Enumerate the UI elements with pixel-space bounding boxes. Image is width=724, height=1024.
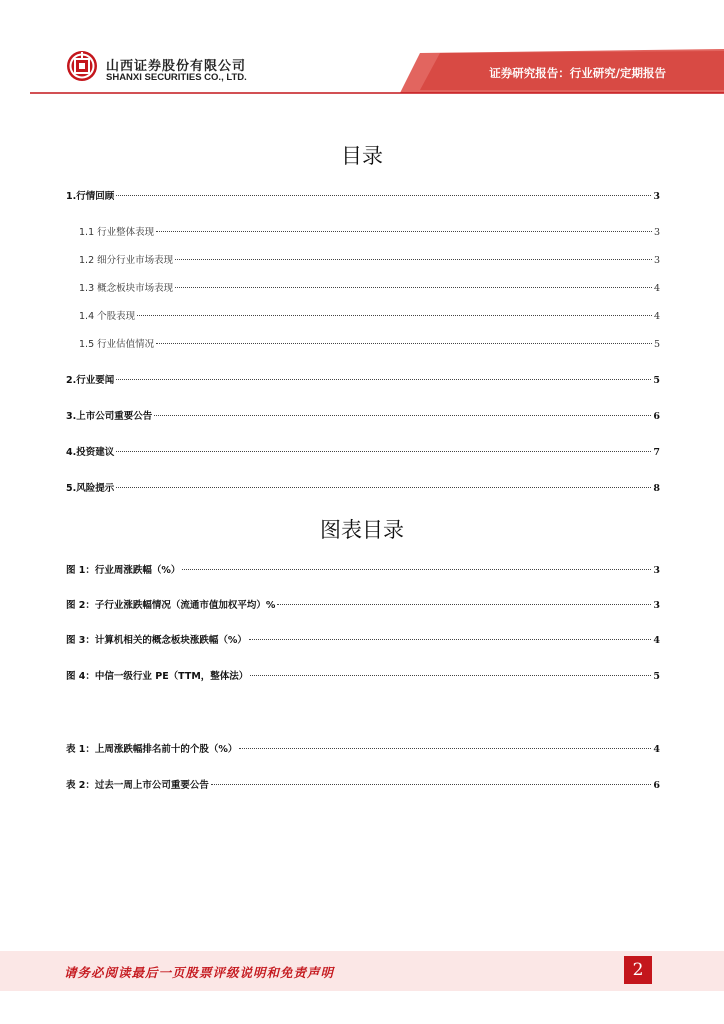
figure-item[interactable] [66, 597, 660, 611]
company-name-cn: 山西证券股份有限公司 [106, 59, 247, 74]
figure-item-page: 5 [653, 671, 660, 682]
toc-item-page: 8 [653, 483, 660, 494]
toc-leader-dots [175, 259, 652, 260]
toc-item-page: 7 [653, 447, 660, 458]
table-item-page: 6 [653, 780, 660, 791]
table-item[interactable] [66, 741, 660, 755]
figure-item-label: 图 4：中信一级行业 PE（TTM，整体法） [66, 671, 249, 682]
toc-item-label: 1.1 行业整体表现 [79, 227, 155, 238]
figure-item-label: 图 1：行业周涨跌幅（%） [66, 565, 181, 576]
toc-item-page: 3 [653, 191, 660, 202]
toc-leader-dots [182, 569, 651, 570]
toc-item[interactable] [66, 408, 660, 422]
report-type-label: 证券研究报告：行业研究/定期报告 [489, 66, 666, 80]
figure-item[interactable] [66, 562, 660, 576]
toc-item[interactable] [79, 224, 660, 238]
toc-item-label: 1.4 个股表现 [79, 311, 136, 322]
table-item-label: 表 2：过去一周上市公司重要公告 [66, 780, 209, 791]
footer-disclaimer: 请务必阅读最后一页股票评级说明和免责声明 [64, 965, 335, 980]
toc-item-label: 1.2 细分行业市场表现 [79, 255, 174, 266]
toc-leader-dots [137, 315, 652, 316]
toc-item-page: 3 [653, 227, 660, 238]
table-item-label: 表 1：上周涨跌幅排名前十的个股（%） [66, 744, 238, 755]
figure-item[interactable] [66, 632, 660, 646]
toc-item[interactable] [79, 252, 660, 266]
toc-item-page: 4 [653, 283, 660, 294]
header-banner [0, 0, 724, 100]
toc-leader-dots [116, 487, 651, 488]
figure-item-page: 3 [653, 600, 660, 611]
toc-item-label: 1.3 概念板块市场表现 [79, 283, 174, 294]
table-item-page: 4 [653, 744, 660, 755]
toc-leader-dots [249, 639, 651, 640]
toc-item-page: 3 [653, 255, 660, 266]
toc-leader-dots [239, 748, 651, 749]
toc-item-label: 1.5 行业估值情况 [79, 339, 155, 350]
company-logo-icon [66, 50, 98, 82]
toc-item[interactable] [79, 308, 660, 322]
toc-leader-dots [211, 784, 651, 785]
toc-item-label: 5.风险提示 [66, 483, 115, 494]
toc-leader-dots [250, 675, 651, 676]
toc-item[interactable] [66, 372, 660, 386]
toc-item-page: 6 [653, 411, 660, 422]
toc-item-label: 1.行情回顾 [66, 191, 115, 202]
toc-item[interactable] [66, 480, 660, 494]
figure-item-page: 4 [653, 635, 660, 646]
toc-item-page: 5 [653, 339, 660, 350]
toc-leader-dots [277, 604, 651, 605]
toc-item[interactable] [66, 444, 660, 458]
toc-item-label: 4.投资建议 [66, 447, 115, 458]
page-number: 2 [624, 956, 652, 984]
toc-item[interactable] [66, 188, 660, 202]
page-header [0, 0, 724, 100]
figures-title: 图表目录 [320, 518, 404, 542]
toc-item-label: 2.行业要闻 [66, 375, 115, 386]
toc-leader-dots [116, 195, 651, 196]
toc-item[interactable] [79, 280, 660, 294]
toc-leader-dots [175, 287, 652, 288]
toc-title: 目录 [341, 144, 383, 168]
toc-item-page: 5 [653, 375, 660, 386]
toc-item-page: 4 [653, 311, 660, 322]
figure-item-label: 图 2：子行业涨跌幅情况（流通市值加权平均）% [66, 600, 276, 611]
toc-item-label: 3.上市公司重要公告 [66, 411, 153, 422]
toc-leader-dots [156, 343, 652, 344]
toc-leader-dots [116, 379, 651, 380]
toc-leader-dots [116, 451, 651, 452]
figure-item-page: 3 [653, 565, 660, 576]
toc-leader-dots [156, 231, 652, 232]
table-item[interactable] [66, 777, 660, 791]
company-name-en: SHANXI SECURITIES CO., LTD. [106, 72, 247, 83]
toc-item[interactable] [79, 336, 660, 350]
toc-leader-dots [154, 415, 651, 416]
figure-item[interactable] [66, 668, 660, 682]
figure-item-label: 图 3：计算机相关的概念板块涨跌幅（%） [66, 635, 247, 646]
